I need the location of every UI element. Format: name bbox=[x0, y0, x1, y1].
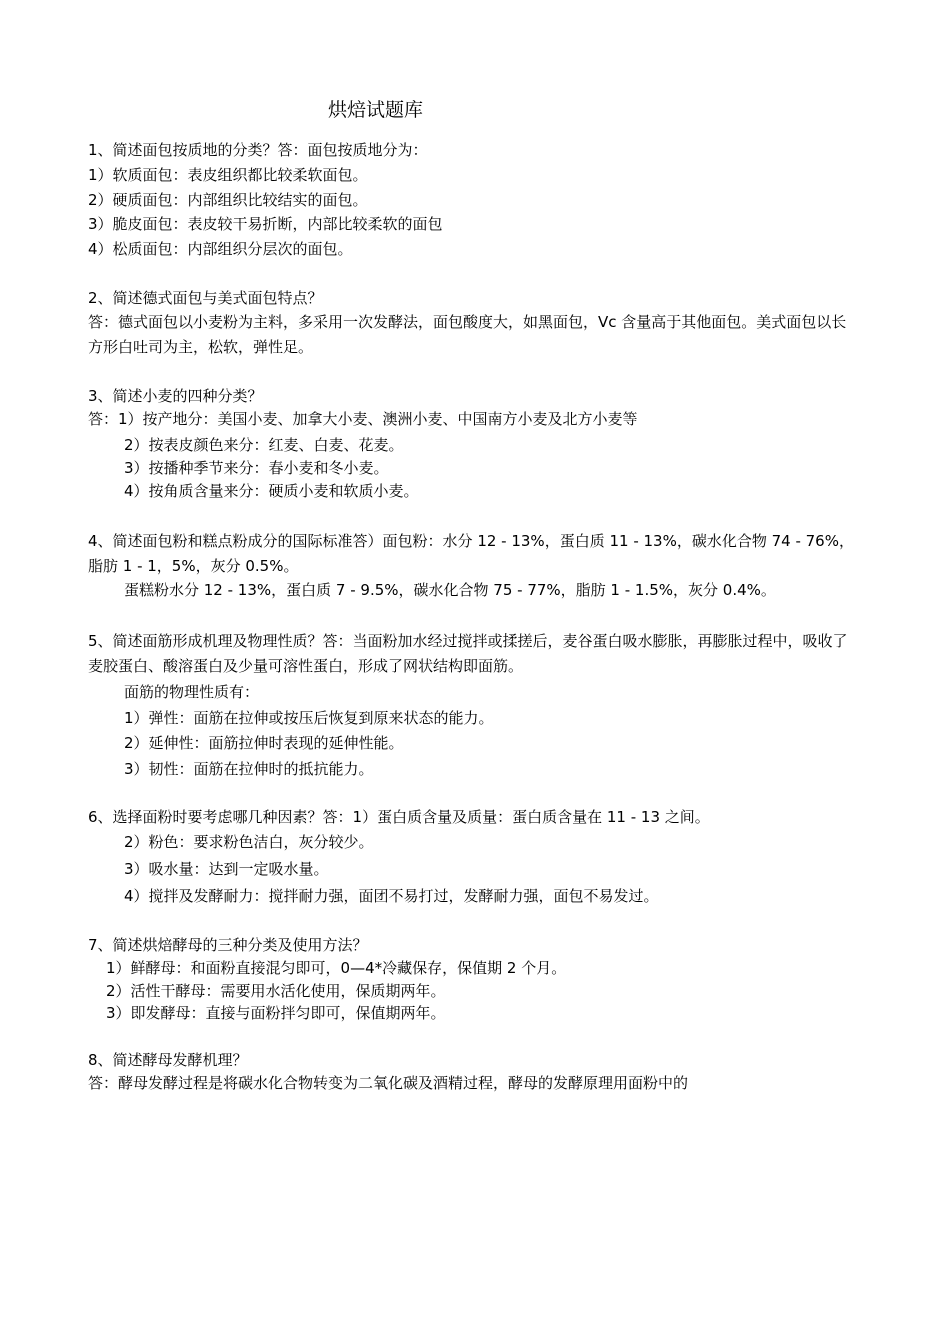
q8-answer: 答：酵母发酵过程是将碳水化合物转变为二氧化碳及酒精过程，酵母的发酵原理用面粉中的 bbox=[88, 1074, 689, 1092]
q1-item-3: 3）脆皮面包：表皮较干易折断，内部比较柔软的面包 bbox=[88, 215, 443, 233]
q3-answer-first: 答：1）按产地分：美国小麦、加拿大小麦、澳洲小麦、中国南方小麦及北方小麦等 bbox=[88, 410, 638, 428]
q5-item-2: 2）延伸性：面筋拉伸时表现的延伸性能。 bbox=[124, 734, 404, 752]
q2-answer: 答：德式面包以小麦粉为主料，多采用一次发酵法，面包酸度大，如黑面包，Vc 含量高于其他面包。美式面包以长方形白吐司为主，松软，弹性足。 bbox=[88, 313, 847, 356]
q3-item-4: 4）按角质含量来分：硬质小麦和软质小麦。 bbox=[124, 482, 419, 500]
q2-question: 2、简述德式面包与美式面包特点？ bbox=[88, 289, 323, 307]
q5-sub: 面筋的物理性质有： bbox=[124, 683, 260, 701]
q6-item-3: 3）吸水量：达到一定吸水量。 bbox=[124, 860, 329, 878]
q6-item-4: 4）搅拌及发酵耐力：搅拌耐力强，面团不易打过，发酵耐力强，面包不易发过。 bbox=[124, 887, 659, 905]
q5-item-1: 1）弹性：面筋在拉伸或按压后恢复到原来状态的能力。 bbox=[124, 709, 494, 727]
q6-question: 6、选择面粉时要考虑哪几种因素？答：1）蛋白质含量及质量：蛋白质含量在 11 - 13 之间。 bbox=[88, 808, 710, 826]
q1-item-4: 4）松质面包：内部组织分层次的面包。 bbox=[88, 240, 353, 258]
q5-question: 5、简述面筋形成机理及物理性质？答：当面粉加水经过搅拌或揉搓后，麦谷蛋白吸水膨胀，再膨胀过程中，吸收了麦胶蛋白、酸溶蛋白及少量可溶性蛋白，形成了网状结构即面筋。 bbox=[88, 632, 848, 675]
q7-item-3: 3）即发酵母：直接与面粉拌匀即可，保值期两年。 bbox=[106, 1004, 446, 1022]
q1-item-1: 1）软质面包：表皮组织都比较柔软面包。 bbox=[88, 166, 368, 184]
q1-question: 1、简述面包按质地的分类？答：面包按质地分为： bbox=[88, 141, 428, 159]
q4-extra: 蛋糕粉水分 12 - 13%，蛋白质 7 - 9.5%，碳水化合物 75 - 77%，脂肪 1 - 1.5%，灰分 0.4%。 bbox=[124, 581, 776, 599]
q8-question: 8、简述酵母发酵机理？ bbox=[88, 1051, 248, 1069]
q7-question: 7、简述烘焙酵母的三种分类及使用方法？ bbox=[88, 936, 368, 954]
q3-item-3: 3）按播种季节来分：春小麦和冬小麦。 bbox=[124, 459, 389, 477]
q1-item-2: 2）硬质面包：内部组织比较结实的面包。 bbox=[88, 191, 368, 209]
q5-item-3: 3）韧性：面筋在拉伸时的抵抗能力。 bbox=[124, 760, 374, 778]
q7-item-1: 1）鲜酵母：和面粉直接混匀即可，0—4*冷藏保存，保值期 2 个月。 bbox=[106, 959, 567, 977]
q7-item-2: 2）活性干酵母：需要用水活化使用，保质期两年。 bbox=[106, 982, 446, 1000]
document-title: 烘焙试题库 bbox=[328, 99, 424, 121]
q6-item-2: 2）粉色：要求粉色洁白，灰分较少。 bbox=[124, 833, 374, 851]
q3-item-2: 2）按表皮颜色来分：红麦、白麦、花麦。 bbox=[124, 436, 404, 454]
q4-question: 4、简述面包粉和糕点粉成分的国际标准答）面包粉：水分 12 - 13%，蛋白质 11 - 13%，碳水化合物 74 - 76%，脂肪 1 - 1，5%，灰分 0.5%。 bbox=[88, 532, 854, 575]
q3-question: 3、简述小麦的四种分类？ bbox=[88, 387, 263, 405]
